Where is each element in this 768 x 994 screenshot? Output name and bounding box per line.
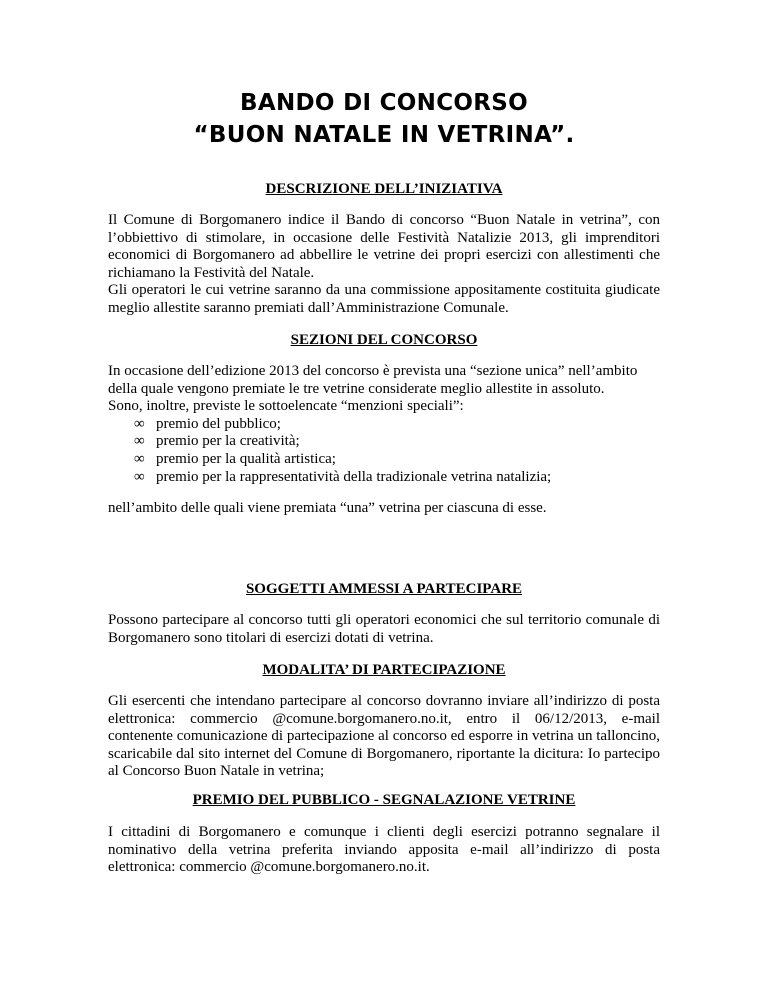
list-item-text: premio per la qualità artistica; xyxy=(156,450,336,467)
heading-descrizione: DESCRIZIONE DELL’INIZIATIVA xyxy=(265,181,503,197)
list-item-text: premio per la creatività; xyxy=(156,433,300,450)
heading-sezioni: SEZIONI DEL CONCORSO xyxy=(290,332,478,348)
document-title-line-2: “BUON NATALE IN VETRINA”. xyxy=(193,122,575,148)
menzioni-speciali-list xyxy=(108,416,660,486)
sezioni-block xyxy=(108,363,660,486)
sezioni-paragraph-2: Sono, inoltre, previste le sottoelencate “menzioni speciali”: xyxy=(108,398,464,415)
sezioni-paragraph-3: nell’ambito delle quali viene premiata “una” vetrina per ciascuna di esse. xyxy=(108,500,547,516)
heading-premio-pubblico: PREMIO DEL PUBBLICO - SEGNALAZIONE VETRINE xyxy=(192,792,576,808)
list-item-text: premio del pubblico; xyxy=(156,415,281,432)
modalita-paragraph-1: Gli esercenti che intendano partecipare al concorso dovranno inviare all’indirizzo di posta elettronica: commercio @comune.borgomanero.no.it, entro il 06/12/2013, e-mail contenente comunicazione di partecipazione al concorso ed esporre in vetrina un talloncino, scaricabile dal sito internet del Comune di Borgomanero, riportante la dicitura: Io partecipo al Concorso Buon Natale in vetrina; xyxy=(108,693,660,780)
descrizione-paragraph-2: Gli operatori le cui vetrine saranno da una commissione appositamente costituita giudicate meglio allestite saranno premiati dall’Amministrazione Comunale. xyxy=(108,282,660,316)
list-item xyxy=(134,433,660,451)
infinity-bullet-icon: ∞ xyxy=(134,415,145,432)
list-item xyxy=(134,451,660,469)
document-title-line-1: BANDO DI CONCORSO xyxy=(240,90,528,116)
sezioni-paragraph-1: In occasione dell’edizione 2013 del concorso è prevista una “sezione unica” nell’ambito della quale vengono premiate le tre vetrine considerate meglio allestite in assoluto. xyxy=(108,363,638,397)
descrizione-paragraph-1: Il Comune di Borgomanero indice il Bando di concorso “Buon Natale in vetrina”, con l’obbiettivo di stimolare, in occasione delle Festività Natalizie 2013, gli imprenditori economici di Borgomanero ad abbellire le vetrine dei propri esercizi con allestimenti che richiamano la Festività del Natale. xyxy=(108,212,660,281)
heading-modalita: MODALITA’ DI PARTECIPAZIONE xyxy=(262,662,506,678)
infinity-bullet-icon: ∞ xyxy=(134,468,145,485)
soggetti-paragraph-1: Possono partecipare al concorso tutti gli operatori economici che sul territorio comunale di Borgomanero sono titolari di esercizi dotati di vetrina. xyxy=(108,612,660,646)
list-item xyxy=(134,416,660,434)
list-item-text: premio per la rappresentatività della tradizionale vetrina natalizia; xyxy=(156,468,552,485)
premio-paragraph-1: I cittadini di Borgomanero e comunque i clienti degli esercizi potranno segnalare il nominativo della vetrina preferita inviando apposita e-mail all’indirizzo di posta elettronica: commercio @comune.borgomanero.no.it. xyxy=(108,824,660,876)
list-item xyxy=(134,469,660,487)
infinity-bullet-icon: ∞ xyxy=(134,433,145,450)
heading-soggetti: SOGGETTI AMMESSI A PARTECIPARE xyxy=(245,581,523,597)
infinity-bullet-icon: ∞ xyxy=(134,450,145,467)
